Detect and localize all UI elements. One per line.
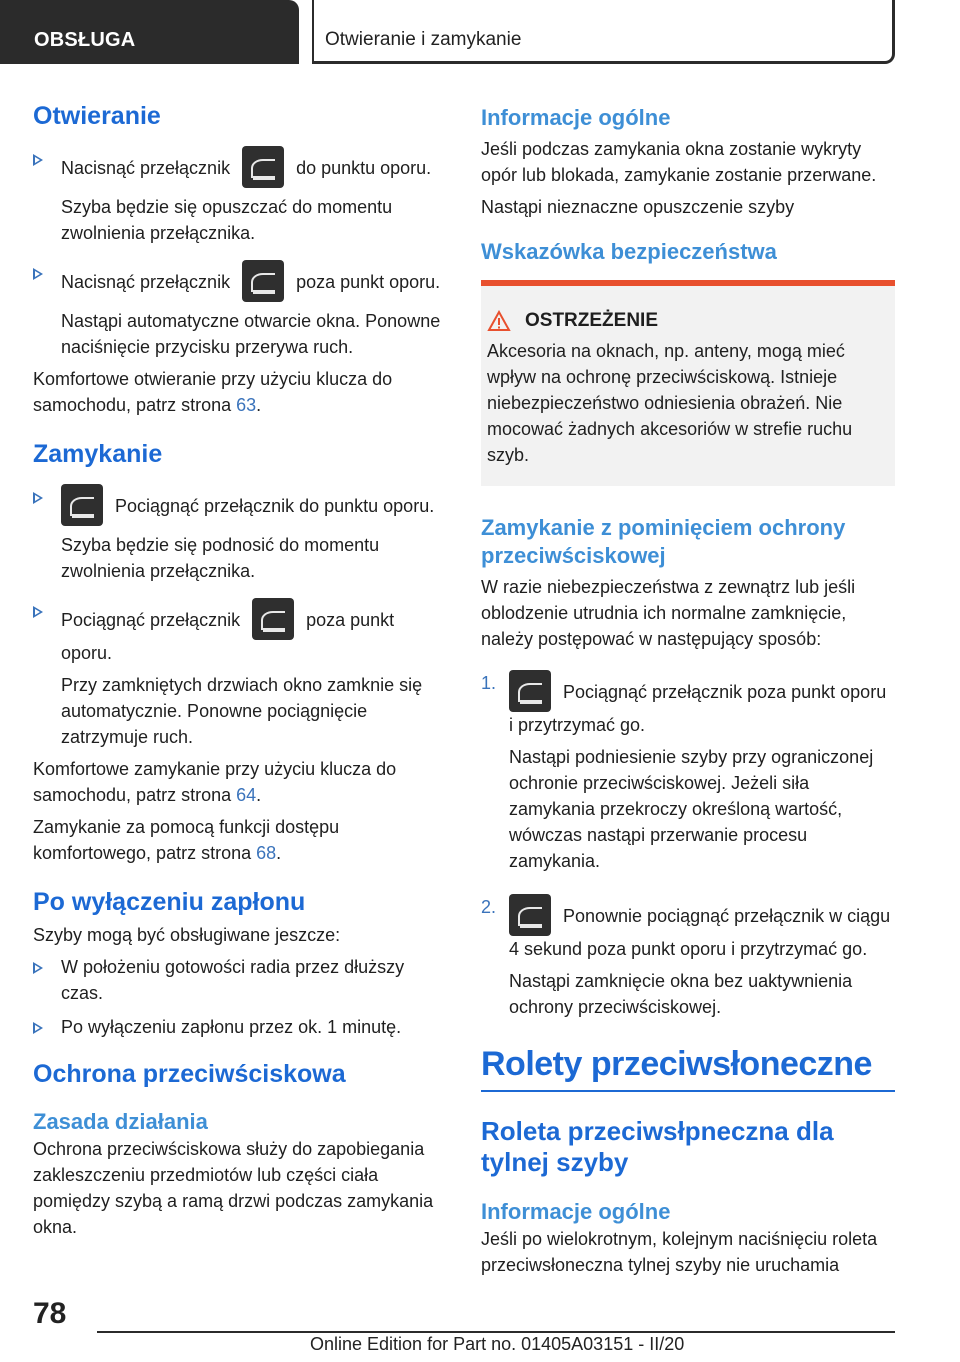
triangle-bullet-icon [33, 492, 43, 504]
comfort-close-text: Komfortowe zamykanie przy użyciu klucza do samochodu, patrz strona 64. [33, 759, 397, 805]
window-switch-icon [509, 894, 551, 936]
bypass-intro: W razie niebezpieczeństwa z zewnątrz lub jeśli oblodzenie utrudnia ich normalne zamknięcie, należy postępować w następujący sposób: [481, 577, 856, 649]
heading-info-rolety: Informacje ogólne [481, 1199, 671, 1224]
page-number: 78 [33, 1297, 67, 1330]
triangle-bullet-icon [33, 606, 43, 618]
rolety-text: Jeśli po wielokrotnym, kolejnym naciśnięciu roleta przeciwsłoneczna tylnej szyby nie uruchamia [481, 1229, 878, 1275]
list-item: Nacisnąć przełącznik do punktu oporu. Szyba będzie się opuszczać do momentu zwolnienia przełącznika. [33, 146, 446, 246]
page-link-68[interactable]: 68 [256, 843, 277, 863]
list-item: Nacisnąć przełącznik poza punkt oporu. Nastąpi automatyczne otwarcie okna. Ponowne naciśnięcie przycisku przerywa ruch. [33, 260, 446, 360]
header-section-label: OBSŁUGA [34, 29, 136, 51]
triangle-bullet-icon [33, 962, 43, 974]
comfort-access-text: Zamykanie za pomocą funkcji dostępu komfortowego, patrz strona 68. [33, 817, 340, 863]
triangle-bullet-icon [33, 1022, 43, 1034]
footer-edition: Online Edition for Part no. 01405A03151 - II/20 [310, 1334, 685, 1354]
heading-otwieranie: Otwieranie [33, 102, 161, 130]
otwieranie-list [33, 146, 446, 360]
subheading-zasada: Zasada działania [33, 1109, 208, 1134]
heading-zamykanie: Zamykanie [33, 440, 163, 468]
warning-box [481, 286, 895, 486]
heading-zaplon: Po wyłączeniu zapłonu [33, 888, 306, 916]
window-switch-icon [242, 146, 284, 188]
left-column [33, 100, 446, 1240]
right-column [481, 104, 895, 1278]
window-switch-icon [509, 670, 551, 712]
triangle-bullet-icon [33, 154, 43, 166]
window-switch-icon [252, 598, 294, 640]
warning-triangle-icon [487, 310, 511, 332]
list-item: Pociągnąć przełącznik do punktu oporu. Szyba będzie się podnosić do momentu zwolnienia przełącznika. [33, 484, 446, 584]
warning-text: Akcesoria na oknach, np. anteny, mogą mieć wpływ na ochronę przeciwściskową. Istnieje niebezpieczeństwo odniesienia obrażeń. Nie mocować żadnych akcesoriów w strefie ruchu szyb. [487, 341, 853, 465]
heading-bypass: Zamykanie z pominięciem ochrony przeciwściskowej [481, 515, 846, 568]
triangle-bullet-icon [33, 268, 43, 280]
zaplon-intro: Szyby mogą być obsługiwane jeszcze: [33, 925, 341, 945]
info-text-2: Nastąpi nieznaczne opuszczenie szyby [481, 197, 795, 217]
header-section-tab [0, 0, 299, 64]
info-text-1: Jeśli podczas zamykania okna zostanie wykryty opór lub blokada, zamykanie zostanie przerwane. [481, 139, 877, 185]
list-item: 1. Pociągnąć przełącznik poza punkt oporu i przytrzymać go. Nastąpi podniesienie szyby przy ograniczonej ochronie przeciwściskowej. Jeżeli siła zamykania przekroczy określoną wartość, wówczas nastąpi przerwanie procesu zamykania. [481, 670, 895, 874]
header-chapter-label: Otwieranie i zamykanie [325, 29, 522, 50]
list-item: Pociągnąć przełącznik poza punkt oporu. Przy zamkniętych drzwiach okno zamknie się automatycznie. Ponowne pociągnięcie zatrzymuje ruch. [33, 598, 446, 750]
list-item: 2. Ponownie pociągnąć przełącznik w ciągu 4 sekund poza punkt oporu i przytrzymać go. Nastąpi zamknięcie okna bez uaktywnienia ochrony przeciwściskowej. [481, 894, 895, 1020]
heading-info: Informacje ogólne [481, 105, 671, 130]
warning-title: OSTRZEŻENIE [487, 308, 887, 334]
header-chapter-tab [312, 0, 895, 64]
heading-roleta-tylna: Roleta przeciwsłpneczna dla tylnej szyby [481, 1116, 834, 1177]
comfort-open-text: Komfortowe otwieranie przy użyciu klucza do samochodu, patrz strona 63. [33, 369, 393, 415]
heading-rolety: Rolety przeciwsłoneczne [481, 1042, 895, 1092]
page-link-64[interactable]: 64 [236, 785, 257, 805]
bypass-steps [481, 670, 895, 1020]
zamykanie-list [33, 484, 446, 750]
list-item: W położeniu gotowości radia przez dłuższy czas. [33, 954, 446, 1006]
window-switch-icon [242, 260, 284, 302]
heading-ochrona: Ochrona przeciwściskowa [33, 1060, 346, 1088]
page-link-63[interactable]: 63 [236, 395, 257, 415]
window-switch-icon [61, 484, 103, 526]
list-item: Po wyłączeniu zapłonu przez ok. 1 minutę. [33, 1014, 446, 1040]
heading-safety: Wskazówka bezpieczeństwa [481, 239, 777, 264]
footer-rule [97, 1331, 895, 1333]
zaplon-list [33, 954, 446, 1040]
ochrona-text: Ochrona przeciwściskowa służy do zapobiegania zakleszczeniu przedmiotów lub części ciała pomiędzy szybą a ramą drzwi podczas zamykania okna. [33, 1139, 434, 1237]
